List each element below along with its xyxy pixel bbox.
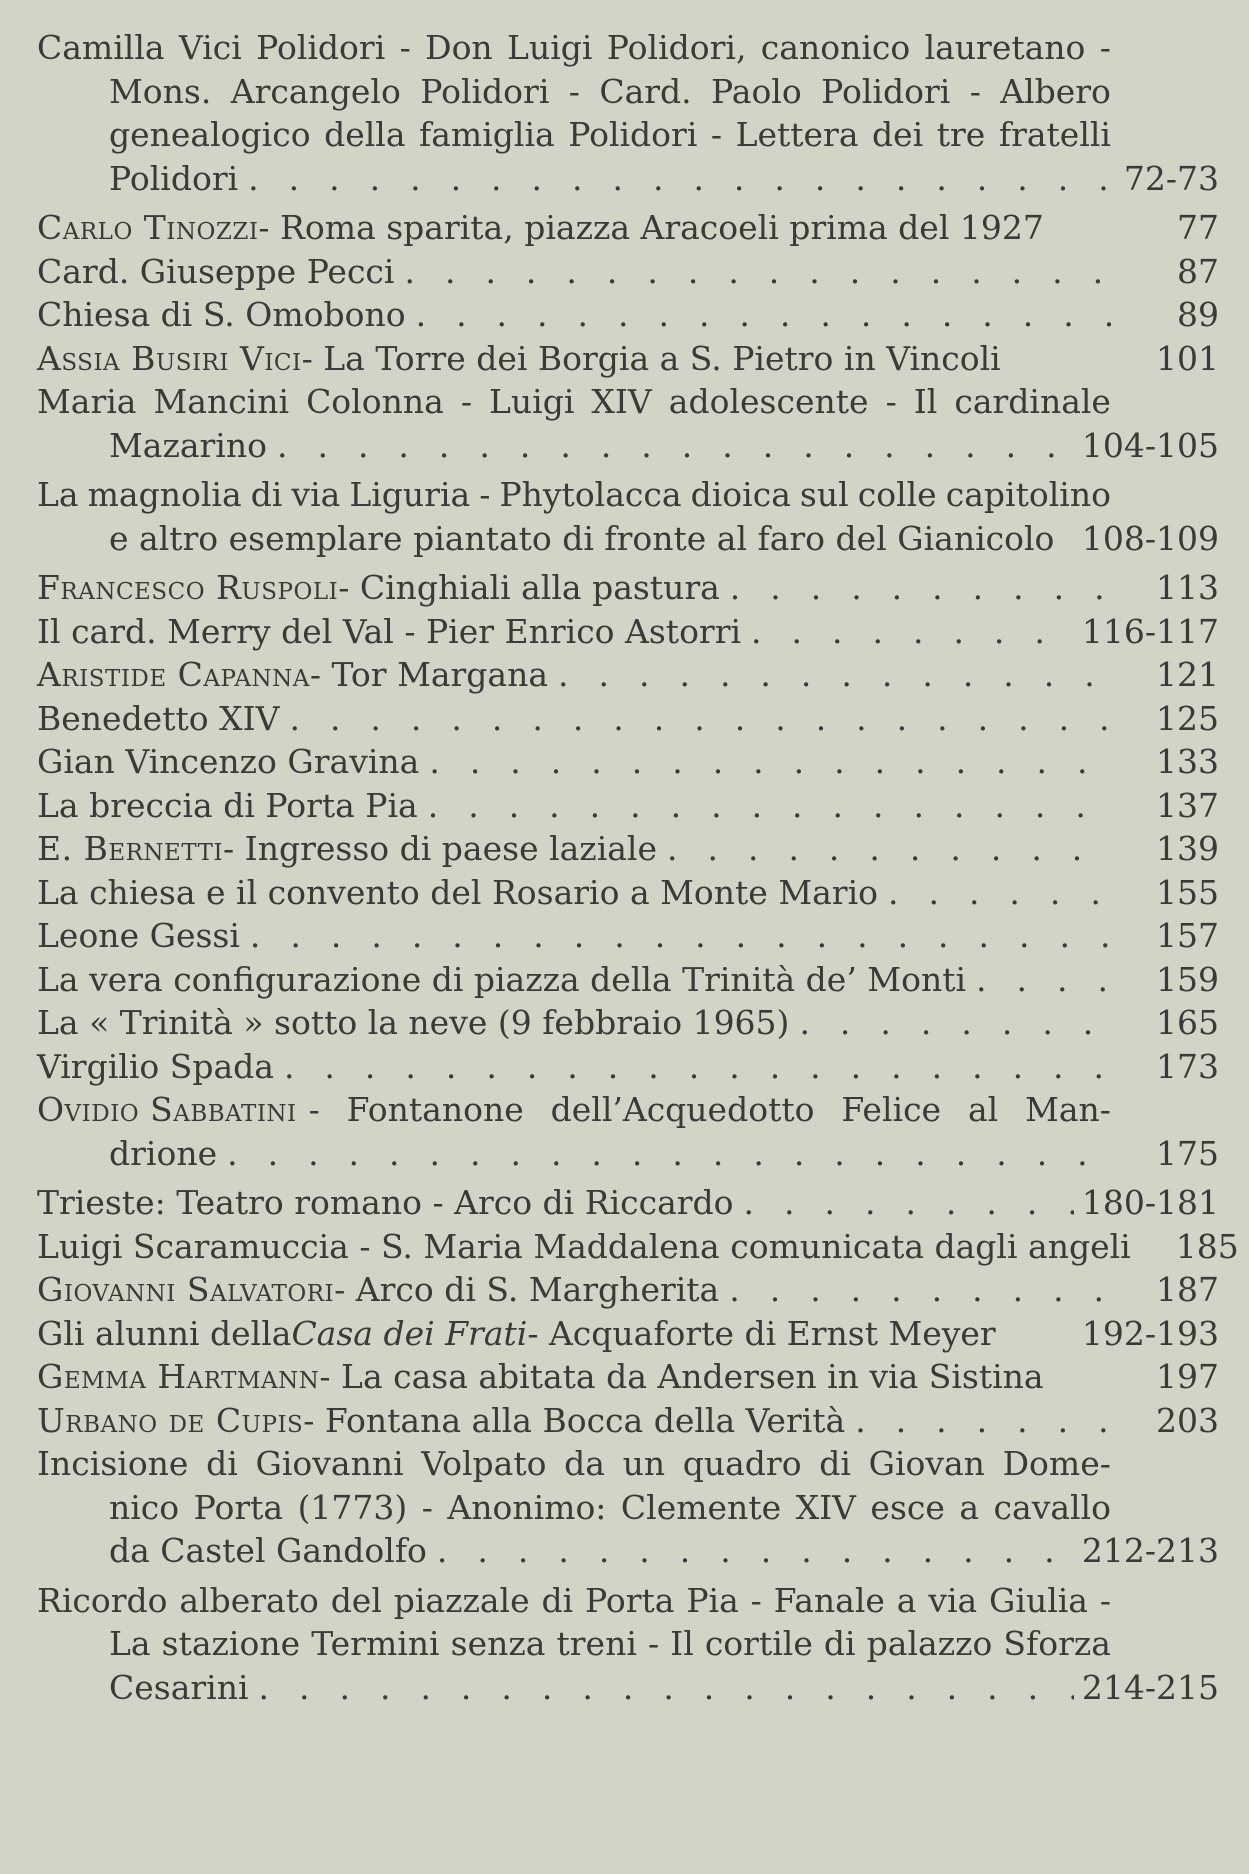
entry-text: Mazarino <box>109 425 267 465</box>
page-number: 192-193 <box>1081 1313 1219 1353</box>
entry-text <box>37 1442 1111 1486</box>
word: (1773) <box>297 1487 408 1527</box>
word: Clemente <box>620 1487 782 1527</box>
entry-line-last <box>37 206 1219 250</box>
word: famiglia <box>419 115 555 154</box>
entry-line-last <box>37 1181 1219 1225</box>
index-entry <box>37 697 1219 741</box>
index-entry <box>37 1312 1219 1356</box>
word: - <box>1099 28 1111 67</box>
leader-dots <box>419 740 1111 784</box>
leader-dots <box>789 1001 1111 1045</box>
word: fratelli <box>998 115 1111 154</box>
page-number: 203 <box>1156 1400 1219 1440</box>
index-entry <box>37 380 1219 467</box>
word: senza <box>450 1624 546 1663</box>
entry-text: La chiesa e il convento del Rosario a Monte Mario <box>37 872 878 912</box>
page-number: 89 <box>1177 295 1219 334</box>
word: - <box>421 1487 433 1527</box>
page-number: 212-213 <box>1081 1531 1219 1570</box>
entry-text: - La Torre dei Borgia a S. Pietro in Vincoli <box>301 338 1001 378</box>
word: XIV <box>795 1487 856 1527</box>
entry-text: La breccia di Porta Pia <box>37 785 418 825</box>
word: Il <box>913 382 938 421</box>
word: lauretano <box>924 28 1086 67</box>
leader-dots <box>394 250 1111 294</box>
word: Polidori <box>821 71 951 111</box>
word: Luigi <box>507 28 593 67</box>
word: Polidori, <box>606 28 747 67</box>
entry-text <box>309 1088 1111 1132</box>
word: al <box>967 1090 999 1129</box>
word: Albero <box>1000 71 1111 111</box>
entry-line <box>37 1622 1219 1666</box>
entry-author: E. Bernetti <box>37 829 224 868</box>
word: dei <box>872 115 924 154</box>
entry-line-last <box>37 424 1219 468</box>
word: Volpato <box>421 1444 547 1483</box>
word: Il <box>670 1624 694 1663</box>
entry-text: Card. Giuseppe Pecci <box>37 251 395 291</box>
page-number: 87 <box>1177 251 1219 291</box>
word: Termini <box>311 1624 440 1663</box>
word: Arcangelo <box>230 71 401 111</box>
word: - <box>399 28 411 67</box>
index-entry <box>37 871 1219 915</box>
entry-author: Aristide Capanna <box>37 655 310 694</box>
leader-dots <box>741 610 1074 654</box>
entry-line <box>37 1486 1219 1530</box>
leader-dots <box>427 1529 1074 1573</box>
leader-dots <box>548 653 1111 697</box>
word: palazzo <box>866 1624 993 1663</box>
index-entry <box>37 293 1219 337</box>
word: del <box>330 1580 382 1620</box>
word: a <box>896 1580 917 1620</box>
index-entry <box>37 566 1219 610</box>
word: Anonimo: <box>447 1487 607 1527</box>
page-number: 108-109 <box>1081 518 1219 558</box>
page-number: 175 <box>1156 1133 1219 1173</box>
page-number: 165 <box>1156 1003 1219 1042</box>
word: Incisione <box>37 1444 189 1483</box>
word: - <box>710 115 723 154</box>
word: Giovan <box>868 1444 985 1483</box>
leader-dots <box>249 1666 1074 1710</box>
word: - <box>647 1624 660 1663</box>
page-number: 159 <box>1156 959 1219 999</box>
entry-text <box>37 26 1111 70</box>
entry-text <box>109 70 1111 114</box>
page-number: 113 <box>1156 568 1219 607</box>
index-entry <box>37 1181 1219 1225</box>
page-number: 185 <box>1175 1226 1239 1266</box>
word: di <box>819 1444 851 1483</box>
page-number: 197 <box>1156 1357 1219 1396</box>
entry-line-last <box>37 914 1219 958</box>
entry-text: Chiesa di S. Omobono <box>37 295 406 334</box>
index-entry <box>37 914 1219 958</box>
word: genealogico <box>109 115 311 154</box>
entry-text <box>37 473 1111 517</box>
word: Ricordo <box>37 1580 168 1620</box>
entry-line-last <box>37 1001 1219 1045</box>
entry-line-last <box>37 740 1219 784</box>
word: stazione <box>161 1624 301 1663</box>
word: Giovanni <box>255 1444 404 1483</box>
word: Mancini <box>153 382 290 421</box>
word: - <box>1099 1580 1111 1620</box>
word: Man- <box>1025 1090 1111 1129</box>
page-number: 180-181 <box>1081 1183 1219 1222</box>
page-number: 133 <box>1156 742 1219 781</box>
entry-line-last <box>37 871 1219 915</box>
word: Camilla <box>37 28 165 67</box>
entry-text: Cesarini <box>109 1667 249 1707</box>
page-number: 139 <box>1156 829 1219 868</box>
word: via <box>928 1580 978 1620</box>
entry-line-last <box>37 610 1219 654</box>
word: Liguria <box>349 475 471 514</box>
word: magnolia <box>87 475 242 514</box>
word: - <box>460 382 472 421</box>
entry-text <box>109 113 1111 157</box>
word: Luigi <box>488 382 575 421</box>
entry-text: da Castel Gandolfo <box>109 1531 427 1570</box>
leader-dots <box>279 697 1111 741</box>
page-number: 72-73 <box>1123 158 1219 198</box>
index-entry <box>37 653 1219 697</box>
word: La <box>109 1624 151 1663</box>
word: a <box>959 1487 980 1527</box>
word: Paolo <box>711 71 802 111</box>
word: Lettera <box>735 115 859 154</box>
word: Polidori <box>256 28 386 67</box>
page-number: 214-215 <box>1081 1667 1219 1707</box>
entry-line-last <box>37 566 1219 610</box>
word: adolescente <box>668 382 869 421</box>
entry-line-last <box>37 1045 1219 1089</box>
entry-text: Gli alunni della <box>37 1313 292 1353</box>
entry-text: Gian Vincenzo Gravina <box>37 742 420 781</box>
page-number: 157 <box>1156 916 1219 955</box>
word: cavallo <box>993 1487 1111 1527</box>
index-entry <box>37 1225 1239 1269</box>
word: Polidori <box>420 71 550 111</box>
index-entry <box>37 610 1219 654</box>
entry-author: Ovidio Sabbatini <box>37 1090 297 1129</box>
entry-text: - Arco di S. Margherita <box>334 1270 720 1309</box>
word: dell’Acquedotto <box>550 1090 815 1129</box>
word: tre <box>936 115 986 154</box>
index-entry <box>37 337 1219 381</box>
entry-line <box>37 1579 1219 1623</box>
page-number: 104-105 <box>1081 425 1219 465</box>
entry-line-last <box>37 1355 1219 1399</box>
word: Giulia <box>989 1580 1088 1620</box>
index-entry <box>37 827 1219 871</box>
leader-dots <box>418 784 1111 828</box>
entry-line-last <box>37 697 1219 741</box>
page-number: 121 <box>1156 655 1219 694</box>
word: - <box>479 475 491 514</box>
word: Porta <box>193 1487 284 1527</box>
word: Don <box>425 28 493 67</box>
entry-text: - Fontana alla Bocca della Verità <box>303 1400 846 1440</box>
entry-author: Francesco Ruspoli <box>37 568 339 607</box>
entry-text: La vera configurazione di piazza della Trinità de’ Monti <box>37 959 967 999</box>
word: Dome- <box>1002 1444 1111 1483</box>
index-entry <box>37 473 1219 560</box>
entry-line-last <box>37 293 1219 337</box>
word: Sforza <box>1003 1624 1111 1663</box>
word: della <box>324 115 406 154</box>
word: - <box>969 71 981 111</box>
word: treni <box>556 1624 637 1663</box>
leader-dots <box>406 293 1111 337</box>
index-entry <box>37 1355 1219 1399</box>
leader-dots <box>217 1132 1111 1176</box>
entry-text: Polidori <box>109 158 239 198</box>
word: di <box>541 1580 574 1620</box>
page-number: 173 <box>1156 1046 1219 1086</box>
entry-text: - Cinghiali alla pastura <box>338 568 720 607</box>
page-number: 116-117 <box>1081 611 1219 651</box>
entry-line-last <box>37 157 1219 201</box>
word: Polidori <box>568 115 698 154</box>
entry-text: La « Trinità » sotto la neve (9 febbraio 1965) <box>37 1003 790 1042</box>
word: XIV <box>591 382 652 421</box>
entry-line-last <box>37 1666 1219 1710</box>
entry-text: - Ingresso di paese laziale <box>223 829 658 868</box>
index-entry <box>37 958 1219 1002</box>
index-entry <box>37 206 1219 250</box>
entry-text: Leone Gessi <box>37 916 240 955</box>
leader-dots <box>734 1181 1074 1225</box>
page-number: 137 <box>1156 785 1219 825</box>
entry-line <box>37 113 1219 157</box>
leader-dots <box>878 871 1111 915</box>
word: quadro <box>682 1444 802 1483</box>
word: di <box>823 1624 856 1663</box>
word: di <box>250 475 283 514</box>
entry-text: - Tor Margana <box>309 655 549 694</box>
entry-line <box>37 473 1219 517</box>
entry-line-last <box>37 958 1219 1002</box>
entry-line <box>37 380 1219 424</box>
entry-text <box>109 1486 1111 1530</box>
entry-line-last <box>37 1225 1239 1269</box>
leader-dots <box>719 1268 1111 1312</box>
leader-dots <box>240 914 1111 958</box>
word: Fanale <box>773 1580 885 1620</box>
entry-text <box>109 1622 1111 1666</box>
word: colle <box>857 475 937 514</box>
entry-author: Giovanni Salvatori <box>37 1270 335 1309</box>
word: nico <box>109 1487 180 1527</box>
word: un <box>622 1444 666 1483</box>
entry-line-last <box>37 1312 1219 1356</box>
entry-line <box>37 70 1219 114</box>
leader-dots <box>274 1045 1111 1089</box>
entry-text: Luigi Scaramuccia - S. Maria Maddalena comunicata dagli angeli <box>37 1226 1131 1266</box>
entry-line-last <box>37 784 1219 828</box>
word: Card. <box>599 71 692 111</box>
entry-line-last <box>37 337 1219 381</box>
entry-text: - Acquaforte di Ernst Meyer <box>527 1313 996 1353</box>
word: Pia <box>686 1580 739 1620</box>
leader-dots <box>720 566 1111 610</box>
entry-author: Assia Busiri Vici <box>37 338 302 378</box>
entry-line <box>37 26 1219 70</box>
word: Colonna <box>306 382 444 421</box>
word: cortile <box>704 1624 813 1663</box>
entry-text: - La casa abitata da Andersen in via Sistina <box>319 1357 1044 1396</box>
entry-line-last <box>37 827 1219 871</box>
word: - <box>885 382 897 421</box>
word: - <box>568 71 580 111</box>
entry-author: Carlo Tinozzi <box>37 208 259 247</box>
word: canonico <box>760 28 911 67</box>
index-entry <box>37 740 1219 784</box>
word: Mons. <box>109 71 212 111</box>
word: Vici <box>178 28 242 67</box>
word: cardinale <box>954 382 1111 421</box>
index-entry <box>37 784 1219 828</box>
word: Felice <box>841 1090 942 1129</box>
entry-line <box>37 1088 1219 1132</box>
entry-text: - Roma sparita, piazza Aracoeli prima del 1927 <box>258 208 1044 247</box>
index-entry <box>37 1001 1219 1045</box>
entry-text: drione <box>109 1133 218 1173</box>
entry-author: Urbano de Cupis <box>37 1400 304 1440</box>
index-entry <box>37 1088 1219 1175</box>
entry-line-last <box>37 1529 1219 1573</box>
page-number: 125 <box>1156 698 1219 738</box>
word: di <box>206 1444 238 1483</box>
entry-line-last <box>37 1399 1219 1443</box>
word: esce <box>870 1487 945 1527</box>
entry-text <box>37 1579 1111 1623</box>
leader-dots <box>845 1399 1111 1443</box>
page-number: 101 <box>1156 338 1219 378</box>
word: Fontanone <box>346 1090 524 1129</box>
entry-text: Il card. Merry del Val - Pier Enrico Astorri <box>37 611 742 651</box>
word: alberato <box>179 1580 319 1620</box>
word: via <box>291 475 341 514</box>
word: La <box>37 475 79 514</box>
word: Porta <box>585 1580 675 1620</box>
entry-line-last <box>37 1268 1219 1312</box>
word: sul <box>799 475 849 514</box>
index-entry <box>37 1268 1219 1312</box>
entry-line-last <box>37 1132 1219 1176</box>
leader-dots <box>267 424 1074 468</box>
index-entry <box>37 1399 1219 1443</box>
word: - <box>308 1090 320 1129</box>
word: - <box>750 1580 762 1620</box>
page-number: 155 <box>1156 872 1219 912</box>
index-entry <box>37 1442 1219 1573</box>
entry-title-italic: Casa dei Frati <box>291 1313 528 1353</box>
index-entry <box>37 1579 1219 1710</box>
entry-text <box>37 380 1111 424</box>
word: da <box>564 1444 605 1483</box>
entry-author: Gemma Hartmann <box>37 1357 320 1396</box>
page-number: 77 <box>1177 208 1219 247</box>
entry-line <box>37 1442 1219 1486</box>
page-number: 187 <box>1156 1270 1219 1309</box>
entry-text: Benedetto XIV <box>37 698 280 738</box>
entry-line-last <box>37 250 1219 294</box>
word: Phytolacca <box>499 475 682 514</box>
entry-line-last <box>37 653 1219 697</box>
leader-dots <box>966 958 1111 1002</box>
entry-text: Trieste: Teatro romano - Arco di Riccardo <box>37 1183 734 1222</box>
leader-dots <box>657 827 1111 871</box>
word: piazzale <box>393 1580 530 1620</box>
word: dioica <box>690 475 791 514</box>
word: capitolino <box>945 475 1111 514</box>
entry-text: e altro esemplare piantato di fronte al faro del Gianicolo <box>109 518 1055 558</box>
index-entry <box>37 250 1219 294</box>
entry-text: Virgilio Spada <box>37 1046 274 1086</box>
leader-dots <box>238 157 1111 201</box>
entry-line-last <box>37 517 1219 561</box>
index-entry <box>37 26 1219 200</box>
word: Maria <box>37 382 137 421</box>
index-entry <box>37 1045 1219 1089</box>
